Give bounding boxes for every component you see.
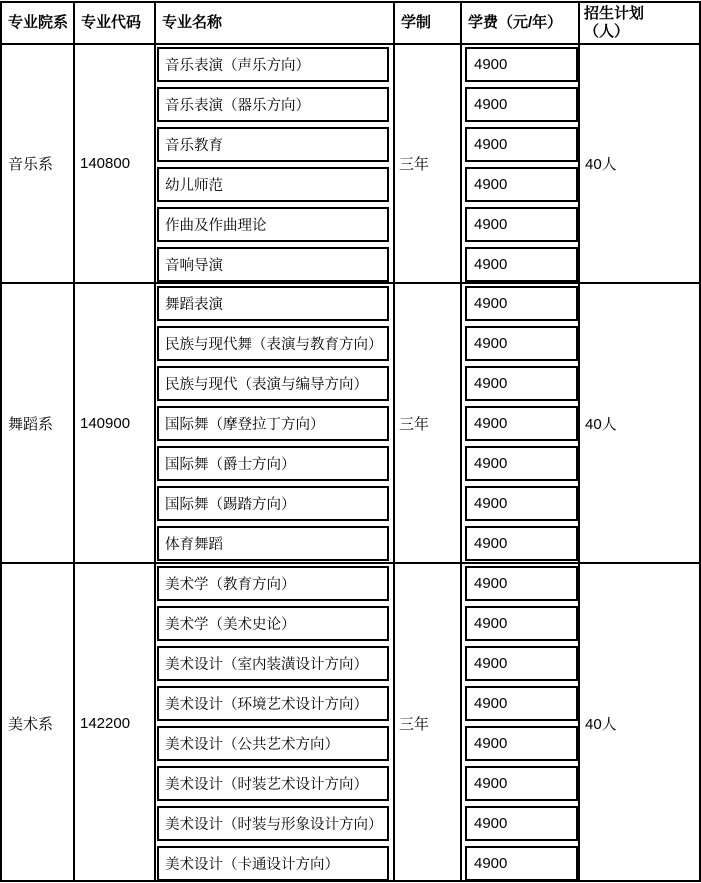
major-name-cell: 舞蹈表演	[157, 286, 389, 321]
department-name: 舞蹈系	[8, 415, 54, 433]
enrollment-value: 40人	[585, 156, 617, 173]
duration-value: 三年	[399, 415, 430, 433]
tuition-fee-cell: 4900	[465, 446, 578, 481]
major-name-cell: 体育舞蹈	[157, 526, 389, 561]
header-tuition-label: 学费（元/年）	[468, 14, 563, 31]
major-name-cell: 音乐教育	[157, 127, 389, 162]
tuition-fee-cell: 4900	[465, 486, 578, 521]
tuition-fee-cell: 4900	[465, 406, 578, 441]
major-name-cell: 音乐表演（声乐方向）	[157, 47, 389, 82]
major-code: 140900	[80, 414, 131, 432]
major-names-column	[156, 284, 395, 562]
header-enrollment-plan	[580, 3, 699, 43]
tuition-fee-cell: 4900	[465, 526, 578, 561]
major-name-cell: 美术设计（时装与形象设计方向）	[157, 806, 389, 841]
header-major-code-label: 专业代码	[81, 14, 142, 31]
enrollment-table	[0, 1, 701, 882]
department-name: 音乐系	[8, 156, 54, 173]
duration-cell	[395, 45, 462, 282]
major-code-cell	[75, 284, 156, 562]
header-enrollment-plan-label-line2: （人）	[584, 23, 630, 40]
enrollment-cell	[580, 564, 699, 882]
department-section-row	[2, 562, 699, 882]
major-name-cell: 美术学（美术史论）	[157, 606, 389, 641]
major-name-cell: 美术设计（时装艺术设计方向）	[157, 766, 389, 801]
tuition-fee-cell: 4900	[465, 167, 578, 202]
tuition-fee-cell: 4900	[465, 87, 578, 122]
major-names-column	[156, 45, 395, 282]
department-name-cell	[2, 284, 75, 562]
tuition-fee-cell: 4900	[465, 286, 578, 321]
major-name-cell: 民族与现代舞（表演与教育方向）	[157, 326, 389, 361]
major-code: 140800	[80, 155, 131, 172]
duration-cell	[395, 284, 462, 562]
major-name-cell: 美术学（教育方向）	[157, 566, 389, 601]
tuition-fee-cell: 4900	[465, 326, 578, 361]
header-duration-label: 学制	[401, 14, 432, 31]
tuition-fee-cell: 4900	[465, 247, 578, 282]
tuition-fee-cell: 4900	[465, 606, 578, 641]
major-name-cell: 美术设计（卡通设计方向）	[157, 846, 389, 881]
major-name-cell: 国际舞（摩登拉丁方向）	[157, 406, 389, 441]
major-code-cell	[75, 45, 156, 282]
major-code: 142200	[80, 714, 131, 732]
enrollment-cell	[580, 284, 699, 562]
major-name-cell: 音乐表演（器乐方向）	[157, 87, 389, 122]
enrollment-value: 40人	[585, 415, 617, 433]
duration-value: 三年	[399, 156, 430, 173]
duration-cell	[395, 564, 462, 882]
tuition-fee-cell: 4900	[465, 207, 578, 242]
department-section-row	[2, 43, 699, 282]
department-name-cell	[2, 564, 75, 882]
header-major-code	[75, 3, 156, 43]
tuition-fee-cell: 4900	[465, 806, 578, 841]
tuition-fee-cell: 4900	[465, 846, 578, 881]
tuition-fee-cell: 4900	[465, 566, 578, 601]
major-name-cell: 国际舞（爵士方向）	[157, 446, 389, 481]
header-duration	[395, 3, 462, 43]
tuition-fee-cell: 4900	[465, 686, 578, 721]
major-name-cell: 美术设计（公共艺术方向）	[157, 726, 389, 761]
major-name-cell: 民族与现代（表演与编导方向）	[157, 366, 389, 401]
tuition-column	[462, 564, 580, 882]
tuition-fee-cell: 4900	[465, 366, 578, 401]
tuition-fee-cell: 4900	[465, 646, 578, 681]
major-name-cell: 美术设计（室内装潢设计方向）	[157, 646, 389, 681]
major-names-column	[156, 564, 395, 882]
major-name-cell: 幼儿师范	[157, 167, 389, 202]
major-name-cell: 美术设计（环境艺术设计方向）	[157, 686, 389, 721]
header-department-label: 专业院系	[8, 14, 69, 31]
department-name-cell	[2, 45, 75, 282]
tuition-column	[462, 284, 580, 562]
tuition-fee-cell: 4900	[465, 47, 578, 82]
major-code-cell	[75, 564, 156, 882]
header-major-name	[156, 3, 395, 43]
duration-value: 三年	[399, 715, 430, 733]
header-department	[2, 3, 75, 43]
header-major-name-label: 专业名称	[162, 14, 223, 31]
enrollment-cell	[580, 45, 699, 282]
enrollment-value: 40人	[585, 715, 617, 733]
tuition-fee-cell: 4900	[465, 766, 578, 801]
department-name: 美术系	[8, 715, 54, 733]
major-name-cell: 作曲及作曲理论	[157, 207, 389, 242]
tuition-column	[462, 45, 580, 282]
major-name-cell: 音响导演	[157, 247, 389, 282]
header-enrollment-plan-label-line1: 招生计划	[584, 5, 645, 22]
tuition-fee-cell: 4900	[465, 127, 578, 162]
header-tuition	[462, 3, 580, 43]
department-section-row	[2, 282, 699, 562]
table-header-row	[2, 3, 699, 43]
tuition-fee-cell: 4900	[465, 726, 578, 761]
major-name-cell: 国际舞（踢踏方向）	[157, 486, 389, 521]
